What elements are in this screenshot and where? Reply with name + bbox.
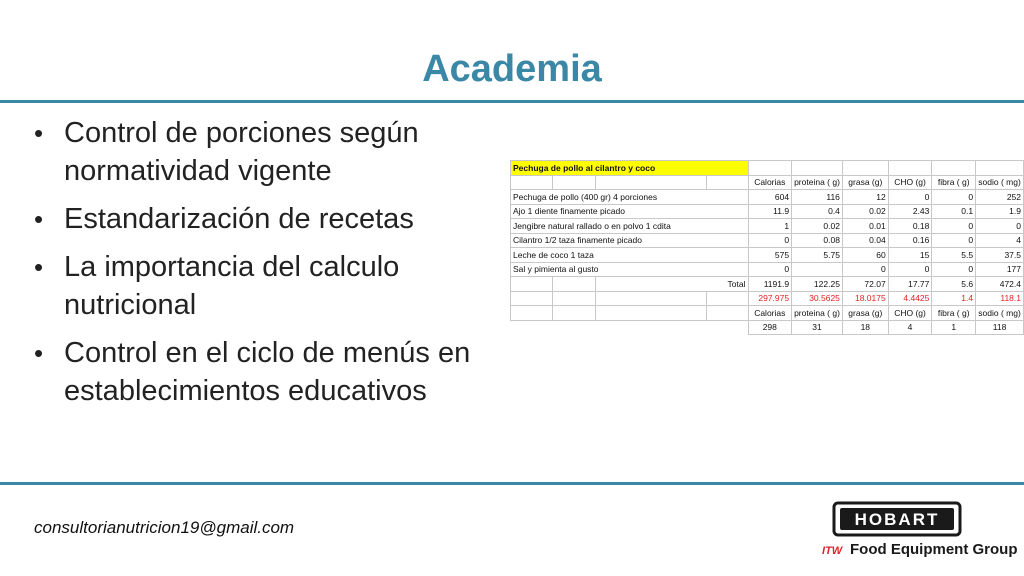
value-cell: 575	[748, 248, 792, 263]
empty-cell	[596, 291, 707, 306]
empty-cell	[706, 175, 748, 190]
value-cell: 122.25	[792, 277, 843, 292]
value-cell: 0	[932, 262, 976, 277]
value-cell: 116	[792, 190, 843, 205]
value-cell: 5.5	[932, 248, 976, 263]
header-cell: sodio ( mg)	[976, 175, 1024, 190]
value-cell: 17.77	[888, 277, 932, 292]
empty-cell	[976, 161, 1024, 176]
value-cell: 0.4	[792, 204, 843, 219]
ingredient-name: Cilantro 1/2 taza finamente picado	[511, 233, 749, 248]
ingredient-name: Leche de coco 1 taza	[511, 248, 749, 263]
value-cell: 472.4	[976, 277, 1024, 292]
value-cell	[792, 262, 843, 277]
table-row	[511, 161, 1024, 176]
value-cell: 4	[976, 233, 1024, 248]
empty-cell	[552, 291, 595, 306]
value-cell: 15	[888, 248, 932, 263]
header-cell: sodio ( mg)	[976, 306, 1024, 321]
logo-tagline: Food Equipment Group	[850, 541, 1018, 558]
value-cell: 0	[748, 262, 792, 277]
header-cell: proteina ( g)	[792, 175, 843, 190]
table-header-row	[511, 306, 1024, 321]
empty-cell	[596, 175, 707, 190]
header-cell: grasa (g)	[842, 306, 888, 321]
value-cell: 18.0175	[842, 291, 888, 306]
value-cell: 0	[976, 219, 1024, 234]
bullet-item: • La importancia del calculo nutricional	[30, 248, 510, 324]
ingredient-name: Pechuga de pollo (400 gr) 4 porciones	[511, 190, 749, 205]
value-cell: 252	[976, 190, 1024, 205]
value-cell: 72.07	[842, 277, 888, 292]
empty-cell	[552, 277, 595, 292]
empty-cell	[706, 306, 748, 321]
top-divider	[0, 100, 1024, 103]
empty-cell	[511, 291, 553, 306]
table-row	[511, 190, 1024, 205]
empty-cell	[596, 306, 707, 321]
logo-prefix: ITW	[822, 545, 843, 557]
table-row	[511, 248, 1024, 263]
value-cell: 0	[888, 190, 932, 205]
value-cell: 0.01	[842, 219, 888, 234]
value-cell: 118	[976, 320, 1024, 335]
header-cell: Calorias	[748, 306, 792, 321]
header-cell: grasa (g)	[842, 175, 888, 190]
bullet-item: • Control en el ciclo de menús en establecimientos educativos	[30, 334, 510, 410]
value-cell: 118.1	[976, 291, 1024, 306]
value-cell: 0	[932, 190, 976, 205]
empty-cell	[511, 320, 553, 335]
empty-cell	[792, 161, 843, 176]
recipe-nutrition-table	[510, 160, 1024, 335]
table-row	[511, 233, 1024, 248]
ingredient-name: Jengibre natural rallado o en polvo 1 cdita	[511, 219, 749, 234]
footer-email: consultorianutricion19@gmail.com	[34, 518, 295, 537]
value-cell: 4.4425	[888, 291, 932, 306]
empty-cell	[552, 306, 595, 321]
value-cell: 298	[748, 320, 792, 335]
value-cell: 0	[932, 233, 976, 248]
value-cell: 12	[842, 190, 888, 205]
recipe-title-cell: Pechuga de pollo al cilantro y coco	[511, 161, 749, 176]
header-cell: CHO (g)	[888, 175, 932, 190]
value-cell: 1191.9	[748, 277, 792, 292]
value-cell: 0.1	[932, 204, 976, 219]
empty-cell	[706, 320, 748, 335]
hobart-logo	[820, 500, 1020, 560]
empty-cell	[706, 291, 748, 306]
empty-cell	[511, 306, 553, 321]
value-cell: 11.9	[748, 204, 792, 219]
ingredient-name: Ajo 1 diente finamente picado	[511, 204, 749, 219]
rounded-row	[511, 320, 1024, 335]
header-cell: fibra ( g)	[932, 306, 976, 321]
value-cell: 0.04	[842, 233, 888, 248]
value-cell: 1.4	[932, 291, 976, 306]
value-cell: 177	[976, 262, 1024, 277]
value-cell: 31	[792, 320, 843, 335]
value-cell: 60	[842, 248, 888, 263]
value-cell: 0.02	[792, 219, 843, 234]
empty-cell	[511, 175, 553, 190]
empty-cell	[842, 161, 888, 176]
table-row	[511, 204, 1024, 219]
empty-cell	[552, 320, 595, 335]
slide-title: Academia	[422, 48, 602, 90]
logo-brand: HOBART	[854, 510, 940, 529]
table-row	[511, 219, 1024, 234]
value-cell: 5.6	[932, 277, 976, 292]
total-label: Total	[596, 277, 749, 292]
value-cell: 604	[748, 190, 792, 205]
value-cell: 18	[842, 320, 888, 335]
value-cell: 0	[842, 262, 888, 277]
value-cell: 0	[748, 233, 792, 248]
value-cell: 2.43	[888, 204, 932, 219]
value-cell: 0.18	[888, 219, 932, 234]
empty-cell	[748, 161, 792, 176]
per-portion-row	[511, 291, 1024, 306]
empty-cell	[511, 277, 553, 292]
total-row	[511, 277, 1024, 292]
table-header-row	[511, 175, 1024, 190]
bullet-item: • Estandarización de recetas	[30, 200, 510, 238]
value-cell: 0.02	[842, 204, 888, 219]
table-row	[511, 262, 1024, 277]
empty-cell	[596, 320, 707, 335]
header-cell: Calorias	[748, 175, 792, 190]
value-cell: 1	[748, 219, 792, 234]
value-cell: 0	[888, 262, 932, 277]
value-cell: 4	[888, 320, 932, 335]
value-cell: 297.975	[748, 291, 792, 306]
ingredient-name: Sal y pimienta al gusto	[511, 262, 749, 277]
bullet-list	[30, 114, 510, 420]
header-cell: CHO (g)	[888, 306, 932, 321]
value-cell: 30.5625	[792, 291, 843, 306]
value-cell: 0	[932, 219, 976, 234]
value-cell: 5.75	[792, 248, 843, 263]
value-cell: 1.9	[976, 204, 1024, 219]
header-cell: proteina ( g)	[792, 306, 843, 321]
value-cell: 37.5	[976, 248, 1024, 263]
value-cell: 1	[932, 320, 976, 335]
value-cell: 0.16	[888, 233, 932, 248]
bullet-item: • Control de porciones según normatividad vigente	[30, 114, 510, 190]
bottom-divider	[0, 482, 1024, 485]
empty-cell	[932, 161, 976, 176]
value-cell: 0.08	[792, 233, 843, 248]
empty-cell	[888, 161, 932, 176]
header-cell: fibra ( g)	[932, 175, 976, 190]
empty-cell	[552, 175, 595, 190]
